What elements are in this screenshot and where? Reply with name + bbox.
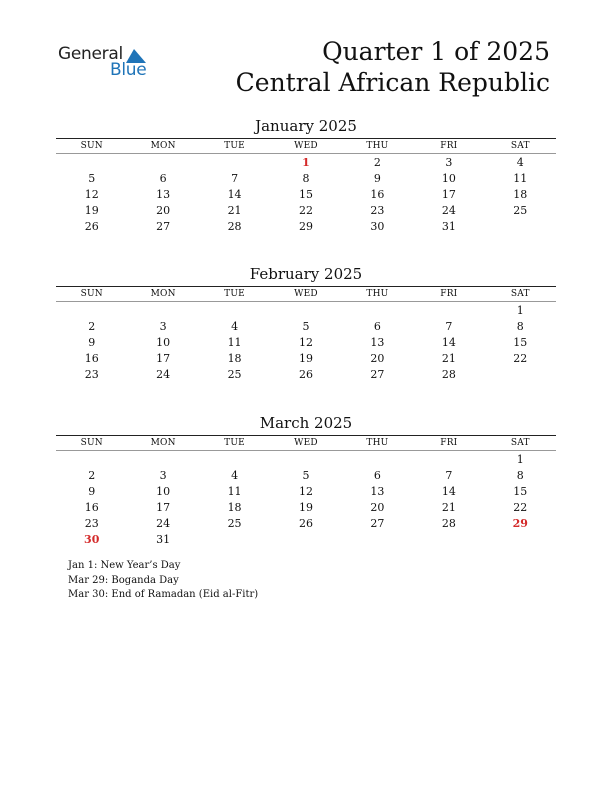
day-cell: 22 xyxy=(513,501,528,514)
day-cell: 13 xyxy=(370,336,385,349)
empty-day-cell xyxy=(56,155,127,171)
day-cell: 12 xyxy=(84,188,99,201)
weekday-header: FRI xyxy=(440,141,458,151)
day-cell: 15 xyxy=(513,485,528,498)
title-quarter: Quarter 1 of 2025 xyxy=(322,37,550,66)
weekday-header: SUN xyxy=(80,141,103,151)
day-cell: 31 xyxy=(441,220,456,233)
day-cell: 17 xyxy=(156,501,171,514)
day-cell: 15 xyxy=(513,336,528,349)
day-cell: 24 xyxy=(156,368,171,381)
day-cell: 2 xyxy=(373,156,381,169)
day-cell: 7 xyxy=(231,172,239,185)
day-cell: 23 xyxy=(370,204,385,217)
empty-day-cell xyxy=(199,155,270,171)
weekday-header: SUN xyxy=(80,438,103,448)
weekday-header: MON xyxy=(150,289,176,299)
weekday-header: SUN xyxy=(80,289,103,299)
day-cell: 8 xyxy=(302,172,310,185)
month-title: February 2025 xyxy=(249,265,363,283)
day-cell: 5 xyxy=(88,172,96,185)
empty-day-cell xyxy=(56,452,127,468)
day-cell: 31 xyxy=(156,533,171,546)
day-cell: 6 xyxy=(373,320,381,333)
day-cell: 11 xyxy=(513,172,528,185)
day-cell: 14 xyxy=(227,188,242,201)
month-january xyxy=(56,116,556,235)
empty-day-cell xyxy=(127,303,198,319)
weekday-header: SAT xyxy=(510,438,530,448)
day-cell: 30 xyxy=(370,220,385,233)
empty-day-cell xyxy=(413,452,484,468)
day-cell: 21 xyxy=(227,204,242,217)
day-cell: 16 xyxy=(84,352,99,365)
day-cell: 9 xyxy=(88,485,96,498)
day-cell: 23 xyxy=(84,517,99,530)
day-cell: 6 xyxy=(373,469,381,482)
day-cell: 4 xyxy=(231,469,239,482)
empty-day-cell xyxy=(56,303,127,319)
day-cell: 11 xyxy=(227,485,242,498)
title-country: Central African Republic xyxy=(235,68,550,97)
logo-text-general: General xyxy=(58,44,123,64)
day-cell: 4 xyxy=(231,320,239,333)
weekday-header: SAT xyxy=(510,289,530,299)
day-cell: 29 xyxy=(298,220,313,233)
day-cell: 8 xyxy=(516,320,524,333)
holiday-day-cell: 1 xyxy=(302,156,310,169)
holiday-item: Mar 30: End of Ramadan (Eid al-Fitr) xyxy=(68,589,259,600)
day-cell: 22 xyxy=(513,352,528,365)
holiday-item: Jan 1: New Year’s Day xyxy=(68,560,181,571)
weekday-header: FRI xyxy=(440,438,458,448)
day-cell: 17 xyxy=(441,188,456,201)
empty-day-cell xyxy=(270,452,341,468)
weekday-header: WED xyxy=(294,438,318,448)
day-cell: 19 xyxy=(298,352,313,365)
day-cell: 3 xyxy=(159,320,167,333)
weekday-header: MON xyxy=(150,141,176,151)
calendar-grid xyxy=(56,287,556,383)
day-cell: 9 xyxy=(88,336,96,349)
day-cell: 23 xyxy=(84,368,99,381)
day-cell: 14 xyxy=(441,336,456,349)
day-cell: 5 xyxy=(302,320,310,333)
weekday-header: WED xyxy=(294,141,318,151)
day-cell: 27 xyxy=(370,368,385,381)
day-cell: 18 xyxy=(227,501,242,514)
day-cell: 25 xyxy=(227,517,242,530)
day-cell: 22 xyxy=(298,204,313,217)
weekday-header: THU xyxy=(366,141,389,151)
weekday-header: MON xyxy=(150,438,176,448)
day-cell: 12 xyxy=(298,336,313,349)
holiday-day-cell: 30 xyxy=(84,533,100,546)
month-february xyxy=(56,264,556,383)
day-cell: 9 xyxy=(373,172,381,185)
day-cell: 10 xyxy=(156,336,171,349)
day-cell: 7 xyxy=(445,320,453,333)
logo-text-blue: Blue xyxy=(110,60,147,80)
day-cell: 4 xyxy=(516,156,524,169)
day-cell: 13 xyxy=(370,485,385,498)
day-cell: 6 xyxy=(159,172,167,185)
empty-day-cell xyxy=(199,303,270,319)
day-cell: 1 xyxy=(516,453,524,466)
page-title xyxy=(236,36,550,98)
day-cell: 25 xyxy=(227,368,242,381)
day-cell: 20 xyxy=(370,501,385,514)
holiday-list xyxy=(68,559,258,603)
day-cell: 26 xyxy=(298,368,313,381)
holiday-day-cell: 29 xyxy=(512,517,528,530)
day-cell: 24 xyxy=(156,517,171,530)
empty-day-cell xyxy=(127,452,198,468)
empty-day-cell xyxy=(342,452,413,468)
holiday-item: Mar 29: Boganda Day xyxy=(68,574,179,586)
day-cell: 26 xyxy=(84,220,99,233)
day-cell: 13 xyxy=(156,188,171,201)
day-cell: 28 xyxy=(227,220,242,233)
day-cell: 28 xyxy=(441,517,456,530)
day-cell: 2 xyxy=(88,469,96,482)
day-cell: 10 xyxy=(156,485,171,498)
empty-day-cell xyxy=(342,303,413,319)
day-cell: 14 xyxy=(441,485,456,498)
day-cell: 10 xyxy=(441,172,456,185)
day-cell: 24 xyxy=(441,204,456,217)
weekday-header: TUE xyxy=(224,141,245,151)
day-cell: 16 xyxy=(84,501,99,514)
calendar-grid xyxy=(56,436,556,548)
weekday-header: WED xyxy=(294,289,318,299)
day-cell: 27 xyxy=(156,220,171,233)
day-cell: 20 xyxy=(156,204,171,217)
day-cell: 19 xyxy=(298,501,313,514)
day-cell: 27 xyxy=(370,517,385,530)
day-cell: 17 xyxy=(156,352,171,365)
day-cell: 2 xyxy=(88,320,96,333)
day-cell: 3 xyxy=(159,469,167,482)
weekday-header: THU xyxy=(366,289,389,299)
day-cell: 12 xyxy=(298,485,313,498)
day-cell: 21 xyxy=(441,501,456,514)
day-cell: 26 xyxy=(298,517,313,530)
month-march xyxy=(56,413,556,548)
day-cell: 11 xyxy=(227,336,242,349)
day-cell: 1 xyxy=(516,304,524,317)
month-title: January 2025 xyxy=(255,117,357,135)
day-cell: 15 xyxy=(298,188,313,201)
day-cell: 25 xyxy=(513,204,528,217)
day-cell: 21 xyxy=(441,352,456,365)
weekday-header: SAT xyxy=(510,141,530,151)
month-title: March 2025 xyxy=(259,414,353,432)
day-cell: 28 xyxy=(441,368,456,381)
weekday-header: THU xyxy=(366,438,389,448)
day-cell: 19 xyxy=(84,204,99,217)
day-cell: 18 xyxy=(227,352,242,365)
weekday-header: FRI xyxy=(440,289,458,299)
day-cell: 7 xyxy=(445,469,453,482)
generalblue-logo xyxy=(58,44,168,84)
empty-day-cell xyxy=(199,452,270,468)
day-cell: 5 xyxy=(302,469,310,482)
day-cell: 20 xyxy=(370,352,385,365)
day-cell: 16 xyxy=(370,188,385,201)
day-cell: 3 xyxy=(445,156,453,169)
empty-day-cell xyxy=(127,155,198,171)
weekday-header: TUE xyxy=(224,289,245,299)
weekday-header: TUE xyxy=(224,438,245,448)
day-cell: 18 xyxy=(513,188,528,201)
empty-day-cell xyxy=(413,303,484,319)
calendar-grid xyxy=(56,139,556,235)
day-cell: 8 xyxy=(516,469,524,482)
empty-day-cell xyxy=(270,303,341,319)
